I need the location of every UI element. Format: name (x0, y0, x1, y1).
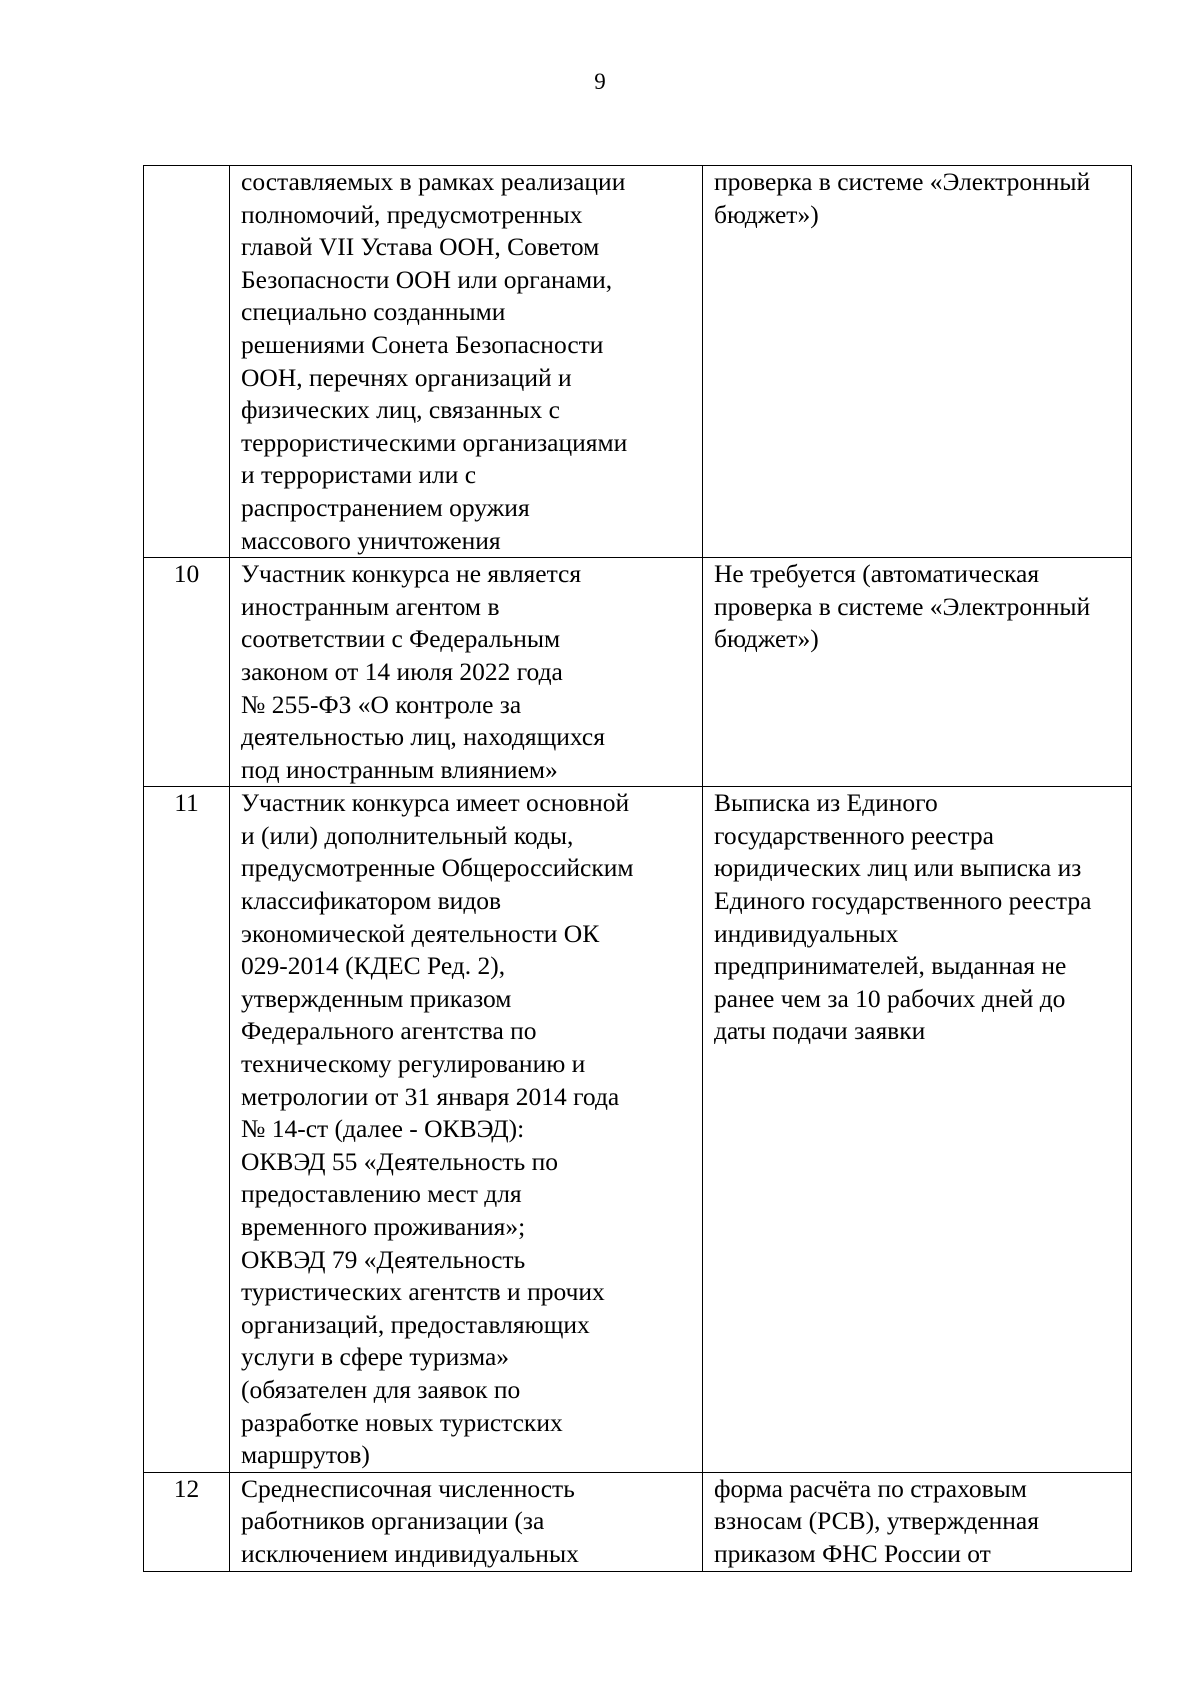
document-cell (703, 558, 1132, 787)
table-row (144, 787, 1132, 1472)
table-row (144, 166, 1132, 558)
document-text: проверка в системе «Электронный бюджет») (714, 167, 1091, 229)
document-text: форма расчёта по страховым взносам (РСВ), утвержденная приказом ФНС России от (714, 1473, 1039, 1568)
document-cell (703, 1472, 1132, 1571)
requirement-text: Участник конкурса имеет основной и (или) дополнительный коды, предусмотренные Общероссийским классификатором видов экономической деятельности ОК 029-2014 (КДЕС Ред. 2), утвержденным приказом Федерального агентства по техническому регулированию и метрологии от 31 января 2014 года № 14-ст (далее - ОКВЭД): ОКВЭД 55 «Деятельность по предоставлению мест для временного проживания»; ОКВЭД 79 «Деятельность туристических агентств и прочих организаций, предоставляющих услуги в сфере туризма» (обязателен для заявок по разработке новых туристских маршрутов) (241, 788, 634, 1470)
requirement-cell (230, 166, 703, 558)
row-number (144, 166, 230, 558)
document-cell (703, 166, 1132, 558)
requirement-text: Участник конкурса не является иностранным агентом в соответствии с Федеральным законом от 14 июля 2022 года № 255-ФЗ «О контроле за деятельностью лиц, находящихся под иностранным влиянием» (241, 559, 605, 784)
requirement-text: составляемых в рамках реализации полномочий, предусмотренных главой VII Устава ООН, Советом Безопасности ООН или органами, специально созданными решениями Сонета Безопасности ООН, перечнях организаций и физических лиц, связанных с террористическими организациями и террористами или с распространением оружия массового уничтожения (241, 167, 628, 555)
document-text: Выписка из Единого государственного реестра юридических лиц или выписка из Единого государственного реестра индивидуальных предпринимателей, выданная не ранее чем за 10 рабочих дней до даты подачи заявки (714, 788, 1092, 1046)
document-text: Не требуется (автоматическая проверка в системе «Электронный бюджет») (714, 559, 1091, 654)
row-number (144, 558, 230, 787)
row-number-text: 10 (173, 559, 200, 589)
requirement-cell (230, 1472, 703, 1571)
row-number (144, 1472, 230, 1571)
page-number: 9 (594, 69, 606, 94)
document-cell (703, 787, 1132, 1472)
row-number (144, 787, 230, 1472)
requirement-text: Среднесписочная численность работников организации (за исключением индивидуальных (241, 1473, 579, 1568)
requirements-table (143, 165, 1132, 1572)
requirement-cell (230, 787, 703, 1472)
row-number-text: 11 (174, 788, 199, 818)
table-row (144, 558, 1132, 787)
row-number-text: 12 (173, 1473, 200, 1503)
table-row (144, 1472, 1132, 1571)
requirement-cell (230, 558, 703, 787)
